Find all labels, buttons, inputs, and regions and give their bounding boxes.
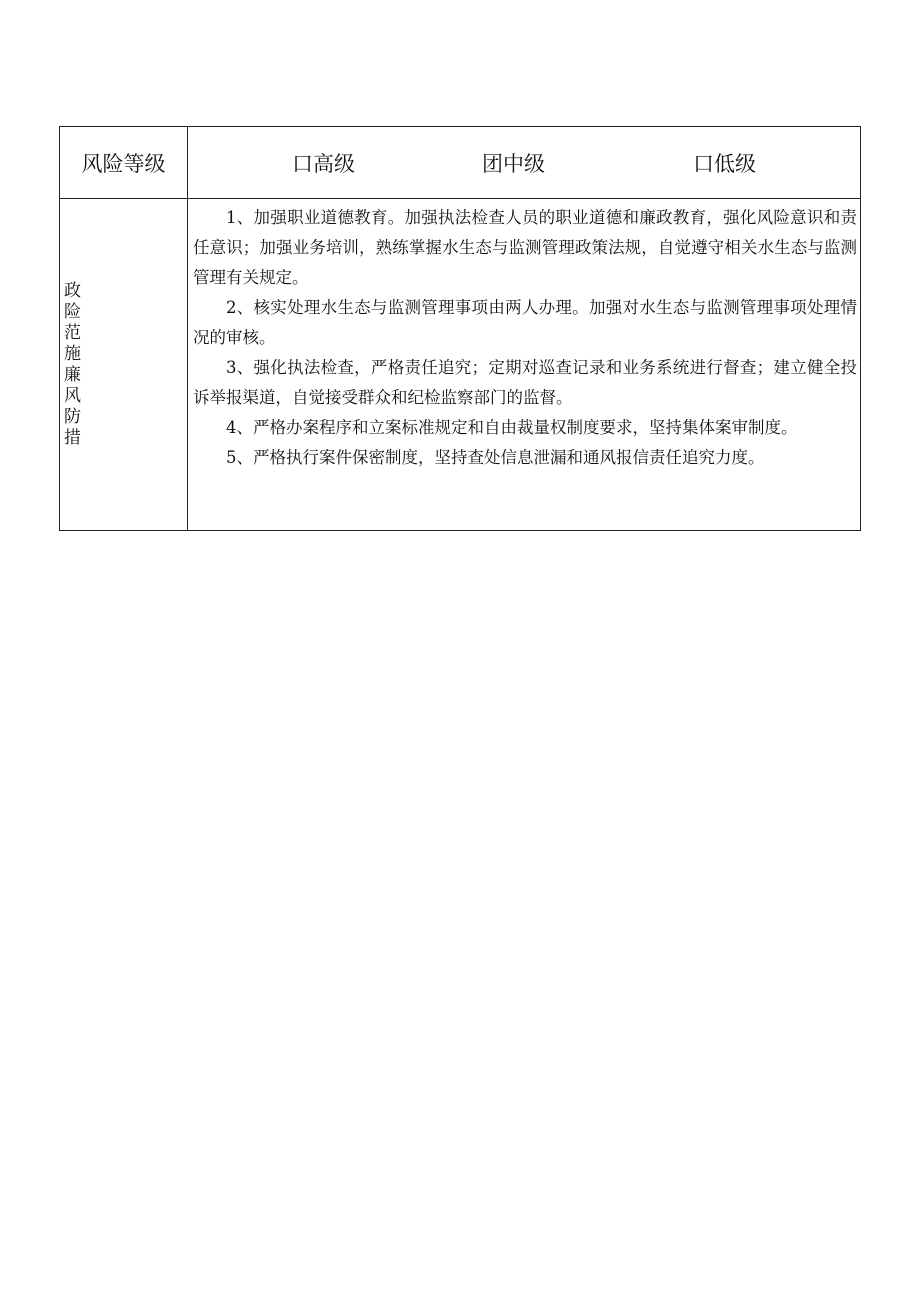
measure-item: 1、加强职业道德教育。加强执法检查人员的职业道德和廉政教育，强化风险意识和责任意识；加强业务培训，熟练掌握水生态与监测管理政策法规，自觉遵守相关水生态与监测管理有关规定。 [193, 208, 857, 287]
measures-label-char: 范 [64, 322, 81, 343]
measure-item: 5、严格执行案件保密制度，坚持查处信息泄漏和通风报信责任追究力度。 [226, 448, 765, 467]
risk-level-row [60, 127, 861, 199]
measures-content [188, 199, 861, 531]
risk-table [59, 126, 861, 531]
measures-label-char: 措 [64, 427, 81, 448]
risk-level-low-option: 口低级 [693, 151, 756, 176]
measures-label-char: 险 [64, 301, 81, 322]
measure-item: 3、强化执法检查，严格责任追究；定期对巡查记录和业务系统进行督查；建立健全投诉举报渠道，自觉接受群众和纪检监察部门的监督。 [193, 358, 857, 407]
measures-label-char: 防 [64, 406, 81, 427]
risk-level-label: 风险等级 [60, 127, 188, 199]
measure-item: 2、核实处理水生态与监测管理事项由两人办理。加强对水生态与监测管理事项处理情况的审核。 [193, 298, 857, 347]
measures-label [64, 281, 84, 449]
measures-label-char: 风 [64, 385, 81, 406]
measures-label-char: 廉 [64, 364, 81, 385]
measure-item: 4、严格办案程序和立案标准规定和自由裁量权制度要求，坚持集体案审制度。 [226, 418, 798, 437]
measures-label-char: 施 [64, 343, 81, 364]
risk-level-high-option: 口高级 [292, 151, 355, 176]
measures-row [60, 199, 861, 531]
risk-level-options [188, 127, 861, 199]
measures-label-char: 政 [64, 280, 81, 301]
risk-level-mid-option: 团中级 [482, 151, 545, 176]
measures-label-cell [60, 199, 188, 531]
